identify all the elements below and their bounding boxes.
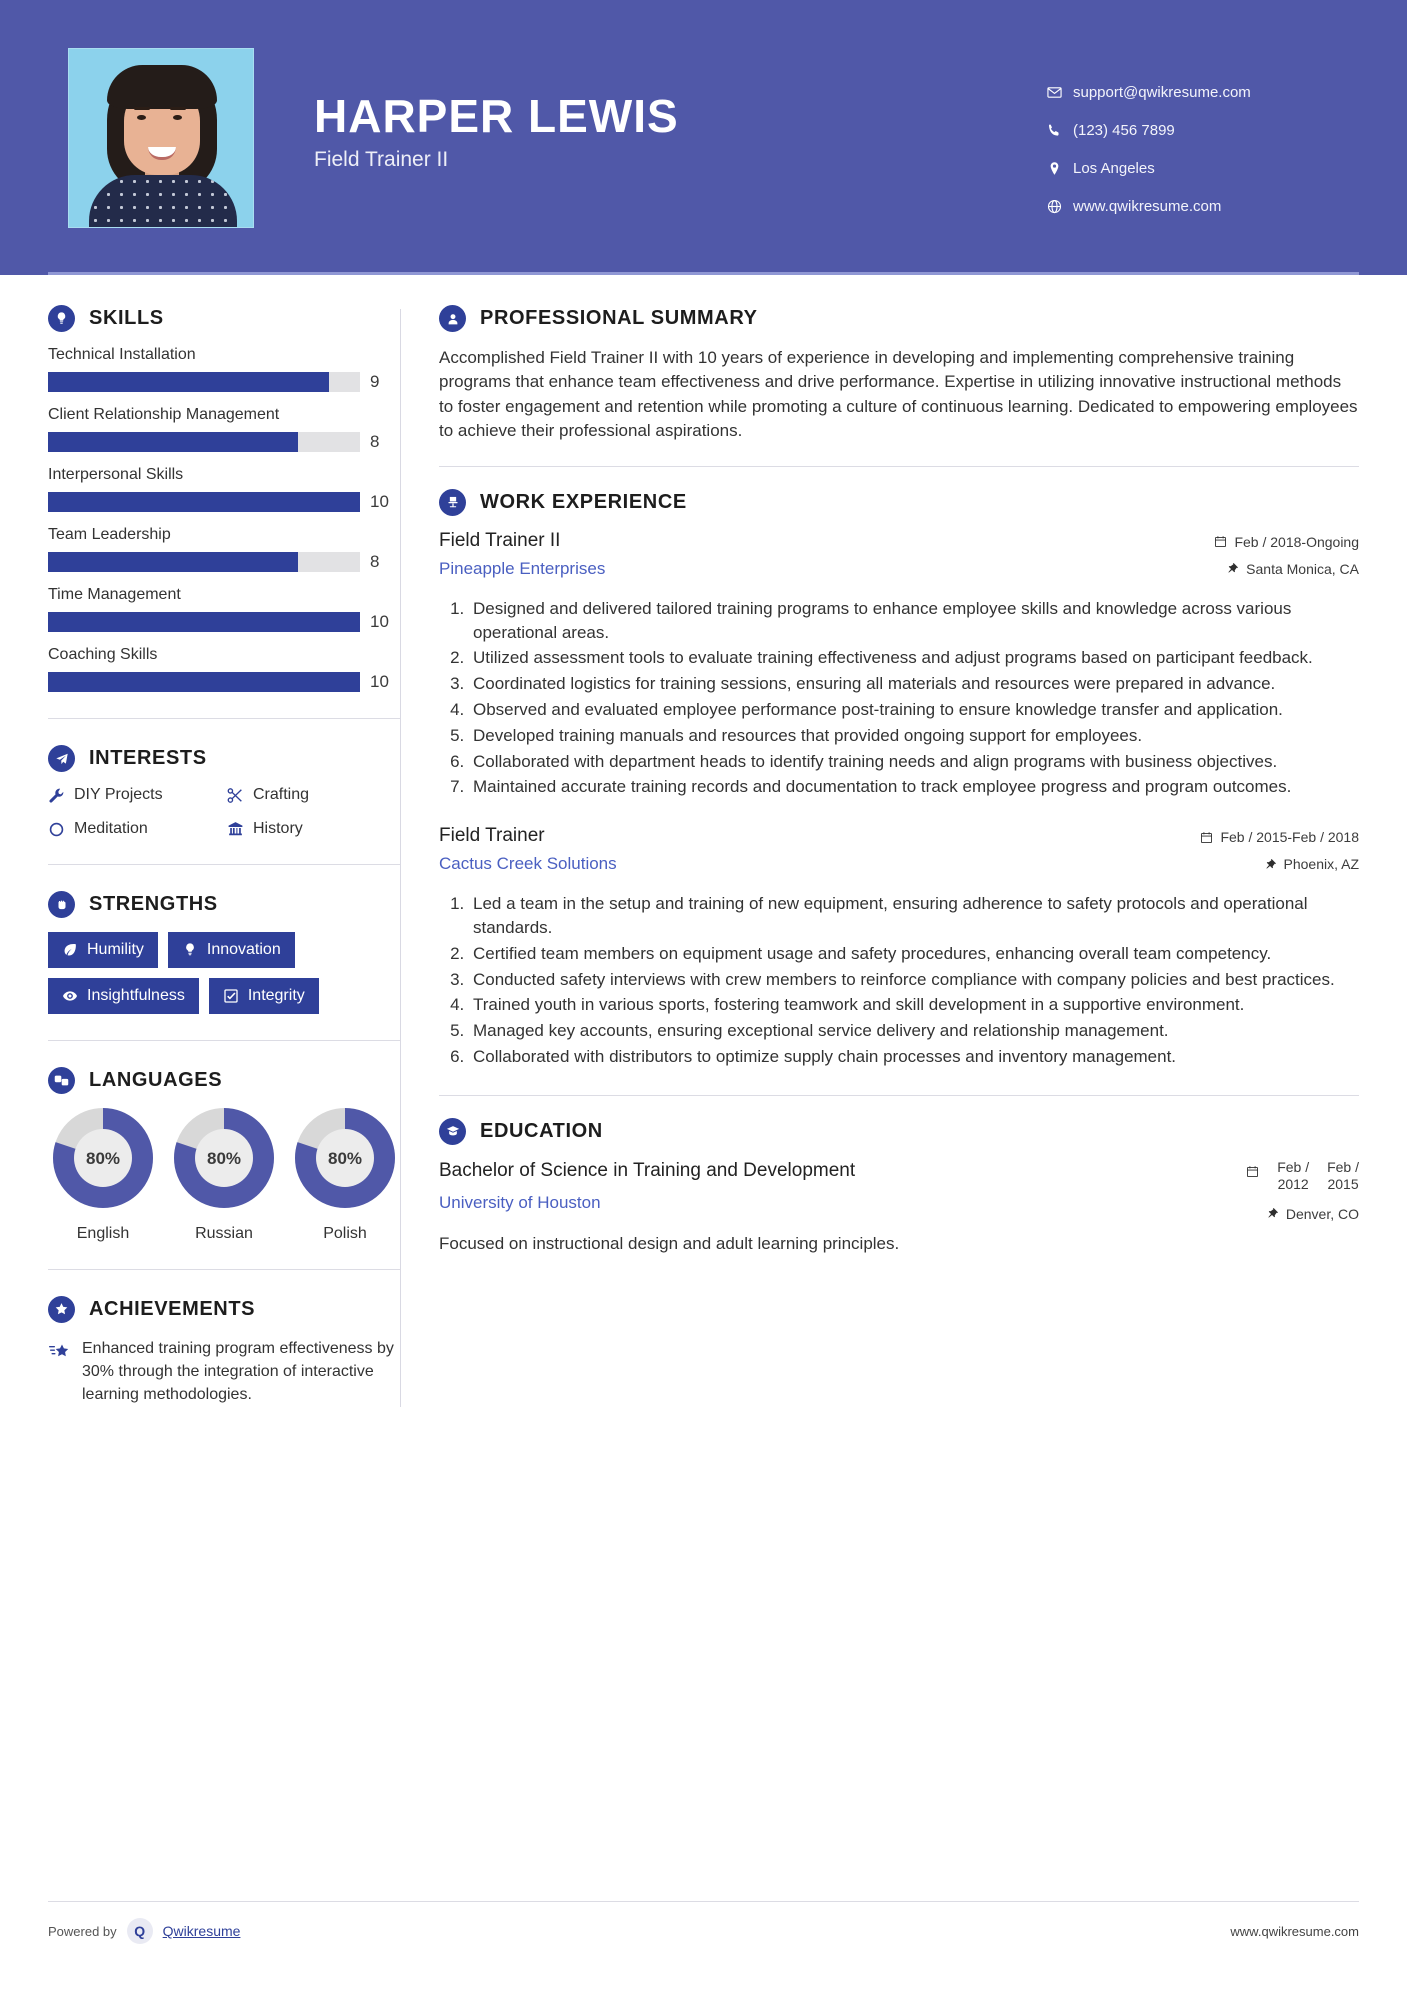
section-achievements [48, 1296, 400, 1407]
section-skills [48, 305, 400, 692]
skill-bar-track [48, 372, 360, 392]
section-title-achievements: ACHIEVEMENTS [89, 1298, 256, 1320]
skill-item [48, 526, 400, 572]
skill-bar-fill [48, 432, 298, 452]
job-duty: 1. Led a team in the setup and training of new equipment, ensuring adherence to safety protocols and operational standards. [469, 892, 1359, 940]
skill-bar-fill [48, 552, 298, 572]
skill-item [48, 646, 400, 692]
language-item [169, 1108, 279, 1243]
paper-plane-icon [48, 745, 75, 772]
education-end-month: Feb / [1327, 1158, 1359, 1175]
eye-icon [62, 988, 78, 1004]
skill-value: 10 [370, 612, 389, 631]
job-duty: 5. Managed key accounts, ensuring exceptional service delivery and relationship management. [469, 1019, 1359, 1043]
education-description: Focused on instructional design and adult learning principles. [439, 1233, 900, 1253]
contact-email[interactable] [1047, 84, 1347, 101]
interest-item [48, 820, 221, 838]
language-percent: 80% [206, 1149, 242, 1168]
strength-label: Innovation [206, 941, 281, 958]
globe-icon [1047, 199, 1073, 214]
contact-website-text: www.qwikresume.com [1073, 198, 1222, 215]
user-icon [439, 305, 466, 332]
skill-label: Team Leadership [48, 526, 171, 543]
skill-label: Coaching Skills [48, 646, 158, 663]
interest-label: Meditation [74, 820, 148, 837]
leaf-icon [62, 942, 78, 958]
skill-item [48, 586, 400, 632]
calendar-icon [1246, 1159, 1259, 1178]
job-duty: 2. Certified team members on equipment usage and safety procedures, enhancing overall team competency. [469, 942, 1359, 966]
scissors-icon [227, 787, 253, 804]
skill-bar-track [48, 672, 360, 692]
section-title-summary: PROFESSIONAL SUMMARY [480, 307, 758, 329]
powered-by [48, 1918, 240, 1944]
chair-icon [439, 489, 466, 516]
divider [439, 1095, 1359, 1096]
star-badge-icon [48, 1296, 75, 1323]
section-work-experience [439, 489, 1359, 1069]
job-company[interactable]: Cactus Creek Solutions [439, 854, 617, 874]
phone-icon [1047, 123, 1073, 138]
job-duty: 2. Utilized assessment tools to evaluate training effectiveness and adjust programs based on participant feedback. [469, 646, 1359, 670]
education-school[interactable]: University of Houston [439, 1192, 601, 1212]
language-donut [53, 1108, 153, 1208]
section-title-strengths: STRENGTHS [89, 893, 218, 915]
language-percent: 80% [85, 1149, 121, 1168]
skill-bar-fill [48, 612, 360, 632]
job-duty: 4. Observed and evaluated employee performance post-training to ensure knowledge transfer and application. [469, 698, 1359, 722]
job-duty: 3. Conducted safety interviews with crew members to reinforce compliance with company policies and best practices. [469, 968, 1359, 992]
skill-value: 8 [370, 552, 380, 571]
interest-item [48, 786, 221, 804]
job-dates-text: Feb / 2018-Ongoing [1234, 533, 1359, 550]
skill-bar-track [48, 612, 360, 632]
divider [48, 718, 400, 719]
job-duty: 1. Designed and delivered tailored training programs to enhance employee skills and knowledge across various operational areas. [469, 597, 1359, 645]
resume-header [0, 0, 1407, 275]
education-start-date [1277, 1159, 1309, 1194]
header-rule [48, 272, 1359, 275]
language-label: Russian [195, 1225, 253, 1242]
language-label: English [76, 1225, 130, 1242]
contact-email-text: support@qwikresume.com [1073, 84, 1251, 101]
footer-divider [48, 1901, 1359, 1902]
section-summary [439, 305, 1359, 444]
education-start-year: 2012 [1277, 1176, 1309, 1193]
resume-body [0, 275, 1407, 1407]
education-entry [439, 1159, 1359, 1254]
circle-icon [48, 821, 74, 838]
interest-item [227, 820, 400, 838]
job-dates-text: Feb / 2015-Feb / 2018 [1220, 829, 1359, 846]
job-duty: 6. Collaborated with department heads to identify training needs and align programs with business objectives. [469, 750, 1359, 774]
divider [48, 1269, 400, 1270]
language-percent: 80% [327, 1149, 363, 1168]
section-education [439, 1118, 1359, 1254]
skill-value: 8 [370, 432, 380, 451]
section-title-interests: INTERESTS [89, 747, 207, 769]
contact-phone-text: (123) 456 7899 [1073, 122, 1175, 139]
strength-label: Integrity [247, 987, 305, 1004]
sidebar [0, 275, 400, 1407]
section-title-skills: SKILLS [89, 307, 164, 329]
fist-icon [48, 891, 75, 918]
job-duties [439, 892, 1359, 1069]
skill-label: Time Management [48, 586, 181, 603]
qwikresume-logo-icon: Q [127, 1918, 153, 1944]
profile-photo [68, 48, 254, 228]
section-title-work: WORK EXPERIENCE [480, 490, 687, 513]
pin-icon [1226, 562, 1239, 575]
skill-item [48, 406, 400, 452]
job-company[interactable]: Pineapple Enterprises [439, 558, 606, 578]
job-dates [1200, 829, 1359, 845]
section-languages [48, 1067, 400, 1243]
location-icon [1047, 161, 1073, 176]
email-icon [1047, 85, 1073, 100]
lightbulb-icon [48, 305, 75, 332]
interest-label: Crafting [253, 786, 310, 803]
bank-icon [227, 821, 253, 838]
avatar [68, 48, 254, 236]
education-start-month: Feb / [1277, 1158, 1310, 1175]
skill-value: 10 [370, 492, 389, 511]
job-duties [439, 597, 1359, 799]
divider [48, 864, 400, 865]
skill-bar-fill [48, 672, 360, 692]
section-title-education: EDUCATION [480, 1119, 603, 1142]
divider [48, 1040, 400, 1041]
education-degree: Bachelor of Science in Training and Development [439, 1159, 856, 1181]
job-duty: 4. Trained youth in various sports, fostering teamwork and skill development in a supportive environment. [469, 993, 1359, 1017]
language-label: Polish [323, 1225, 367, 1242]
achievement-text: Enhanced training program effectiveness by 30% through the integration of interactive learning methodologies. [82, 1340, 394, 1404]
education-dates [1246, 1159, 1359, 1194]
page-footer [48, 1901, 1359, 1944]
pin-icon [1264, 858, 1277, 871]
skill-bar-track [48, 552, 360, 572]
interest-item [227, 786, 400, 804]
job-location [1214, 561, 1359, 577]
footer-url[interactable]: www.qwikresume.com [1230, 1923, 1359, 1939]
job-duty: 5. Developed training manuals and resources that provided ongoing support for employees. [469, 724, 1359, 748]
contact-list [1047, 48, 1347, 236]
job-location [1200, 856, 1359, 872]
language-item [290, 1108, 400, 1243]
skill-label: Client Relationship Management [48, 406, 280, 423]
skill-bar-fill [48, 492, 360, 512]
strength-chip [168, 932, 295, 968]
job-entry [439, 530, 1359, 799]
shooting-star-icon [48, 1337, 82, 1369]
section-strengths [48, 891, 400, 1014]
skill-label: Interpersonal Skills [48, 466, 184, 483]
pin-icon [1266, 1207, 1279, 1220]
job-location-text: Santa Monica, CA [1246, 560, 1359, 577]
interest-label: History [253, 820, 303, 837]
bulb-icon [182, 942, 198, 958]
main-content [401, 275, 1407, 1407]
header-job-title: Field Trainer II [314, 148, 449, 172]
job-location-text: Phoenix, AZ [1283, 856, 1359, 873]
check-square-icon [223, 988, 239, 1004]
skill-label: Technical Installation [48, 346, 196, 363]
job-dates [1214, 534, 1359, 550]
translate-icon [48, 1067, 75, 1094]
job-title: Field Trainer II [439, 529, 561, 551]
strength-label: Humility [87, 941, 144, 958]
job-duty: 3. Coordinated logistics for training sessions, ensuring all materials and resources were prepared in advance. [469, 672, 1359, 696]
job-title: Field Trainer [439, 825, 545, 847]
wrench-icon [48, 787, 74, 804]
qwikresume-brand-link[interactable]: Qwikresume [162, 1923, 241, 1939]
achievement-item [48, 1337, 400, 1407]
section-interests [48, 745, 400, 838]
language-donut [174, 1108, 274, 1208]
contact-location[interactable] [1047, 160, 1347, 177]
skill-bar-track [48, 492, 360, 512]
page-title: HARPER LEWIS [314, 90, 679, 142]
powered-by-label: Powered by [48, 1923, 117, 1939]
language-donut [295, 1108, 395, 1208]
strength-label: Insightfulness [87, 987, 185, 1004]
skill-value: 10 [370, 672, 389, 691]
skill-bar-track [48, 432, 360, 452]
job-entry [439, 825, 1359, 1069]
job-duty: 7. Maintained accurate training records and documentation to track employee progress and program outcomes. [469, 775, 1359, 799]
skill-bar-fill [48, 372, 329, 392]
language-item [48, 1108, 158, 1243]
job-duty: 6. Collaborated with distributors to optimize supply chain processes and inventory management. [469, 1045, 1359, 1069]
skill-value: 9 [370, 372, 380, 391]
contact-location-text: Los Angeles [1073, 160, 1155, 177]
calendar-icon [1214, 535, 1227, 548]
strength-chip [48, 932, 158, 968]
strength-chip [209, 978, 319, 1014]
education-location-text: Denver, CO [1285, 1205, 1359, 1222]
interest-label: DIY Projects [74, 786, 163, 803]
graduation-icon [439, 1118, 466, 1145]
education-location [1246, 1206, 1359, 1222]
divider [439, 466, 1359, 467]
education-end-year: 2015 [1327, 1176, 1359, 1193]
contact-website[interactable] [1047, 198, 1347, 215]
skill-item [48, 346, 400, 392]
section-title-languages: LANGUAGES [89, 1069, 223, 1091]
contact-phone[interactable] [1047, 122, 1347, 139]
skill-item [48, 466, 400, 512]
calendar-icon [1200, 831, 1213, 844]
strength-chip [48, 978, 199, 1014]
summary-text: Accomplished Field Trainer II with 10 years of experience in developing and implementing comprehensive training programs that enhance team effectiveness and drive performance. Expertise in utilizing innovative instructional methods to foster engagement and retention while promoting a culture of continuous learning. Dedicated to empowering employees to achieve their professional aspirations. [439, 348, 1358, 441]
education-end-date [1327, 1159, 1359, 1194]
